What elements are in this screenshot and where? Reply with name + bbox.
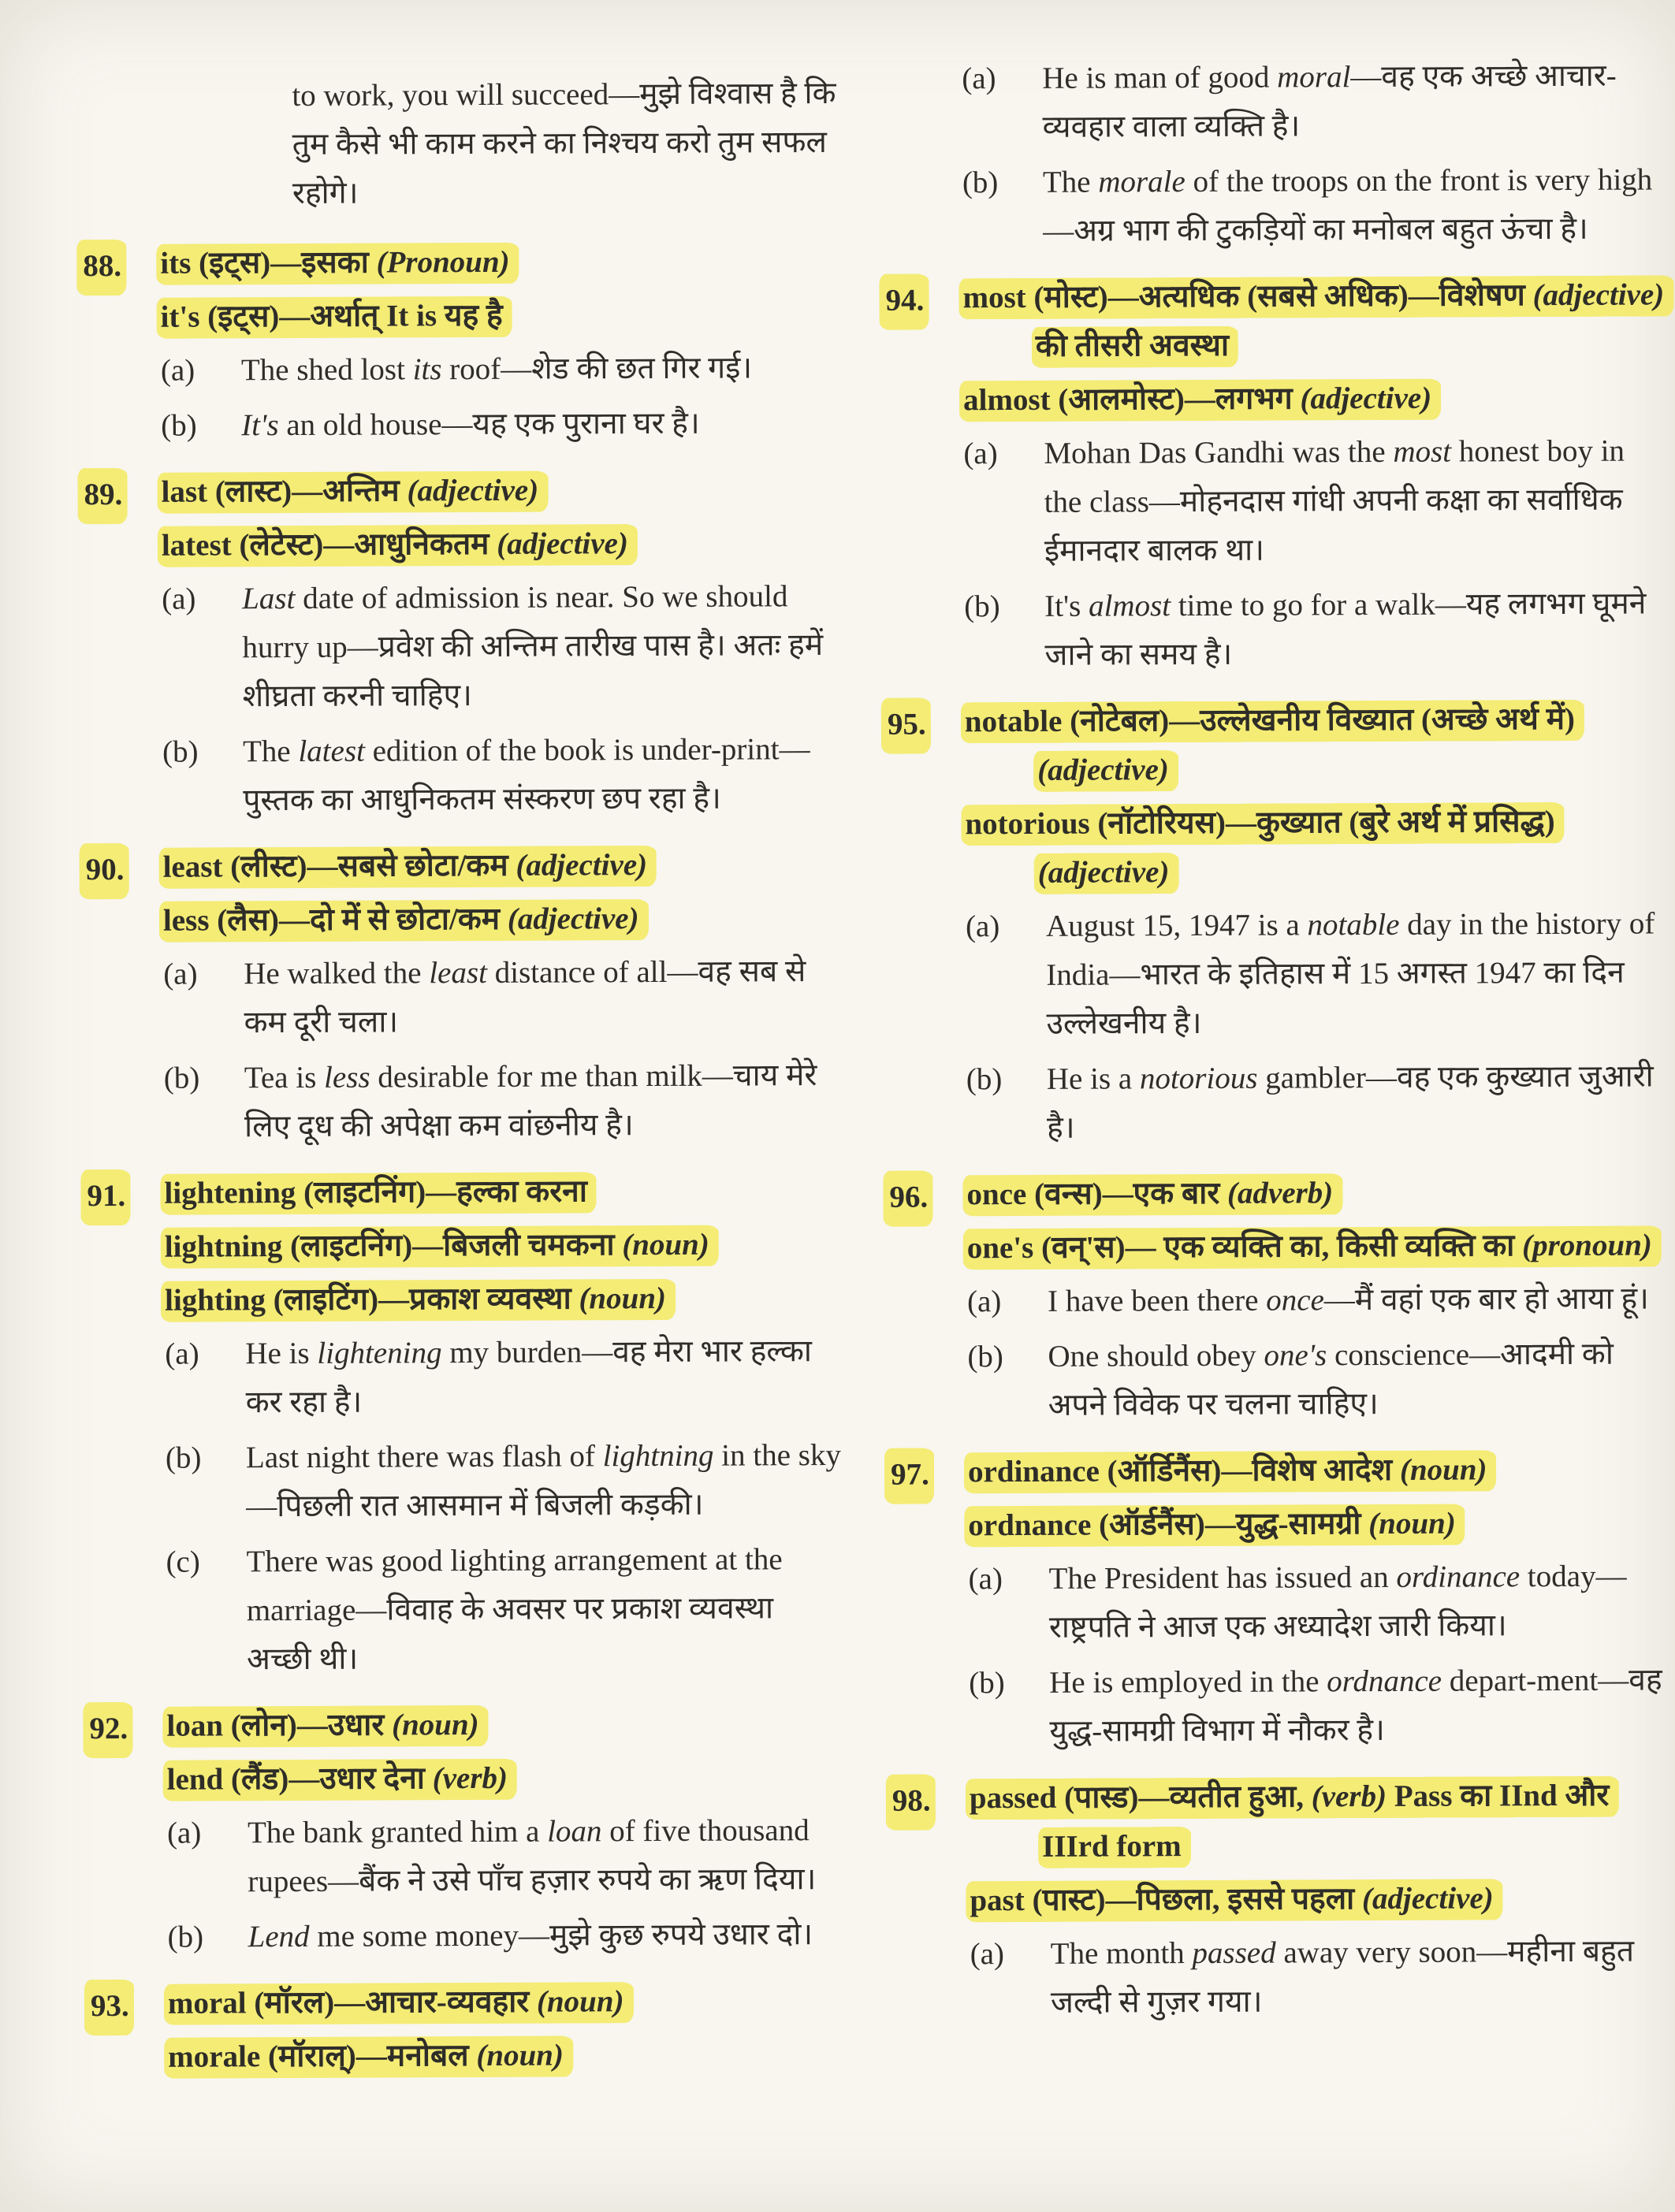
headword-lines — [161, 465, 839, 571]
text-run: day in the history of India—भारत के इतिहास में 15 अगस्त 1947 का दिन उल्लेखनीय है। — [1046, 906, 1655, 1041]
entry-number: 90. — [80, 843, 129, 899]
example-label: (a) — [965, 909, 1000, 944]
headword: lightning — [164, 1229, 283, 1264]
italic-term: one's — [1264, 1338, 1327, 1373]
headword-lines — [164, 1166, 843, 1325]
headword-line — [162, 519, 839, 571]
italic-term: lightning — [602, 1438, 714, 1474]
headword-line — [963, 373, 1666, 425]
headword: last — [161, 474, 208, 509]
entry-body — [968, 1444, 1673, 1757]
headword-lines — [166, 1699, 845, 1805]
headword-line — [165, 1220, 843, 1272]
example-label: (b) — [967, 1340, 1003, 1374]
example-label: (a) — [166, 1816, 202, 1850]
text-run: in the sky—पिछली रात आसमान में बिजली कड़की। — [246, 1437, 842, 1524]
italic-term: (adjective) — [1361, 1881, 1494, 1916]
example — [962, 155, 1666, 256]
text-run: (मोस्ट)—अत्यधिक (सबसे अधिक)—विशेषण — [1025, 278, 1533, 314]
text-run: The month — [1050, 1936, 1193, 1971]
example-list — [970, 1927, 1674, 2028]
headword-line — [161, 465, 839, 517]
italic-term: least — [429, 955, 488, 991]
text-run: (लाइटिंग)—प्रकाश व्यवस्था — [265, 1281, 579, 1318]
headword-line — [967, 1221, 1670, 1273]
text-run: today—राष्ट्रपति ने आज एक अध्यादेश जारी किया। — [1048, 1559, 1627, 1645]
text-run: desirable for me than milk—चाय मेरे लिए दूध की अपेक्षा कम वांछनीय है। — [244, 1058, 817, 1144]
text-run: of five thousand rupees—बैंक ने उसे पाँच हज़ार रुपये का ऋण दिया। — [248, 1813, 817, 1899]
highlight-mark — [157, 471, 548, 514]
example-list — [168, 2084, 846, 2087]
example — [162, 725, 841, 826]
text-run: Tea is — [244, 1060, 325, 1095]
entry — [884, 51, 1666, 256]
example-label: (a) — [963, 437, 998, 471]
headword: moral — [167, 1986, 247, 2021]
example — [161, 344, 839, 396]
entry-number: 95. — [881, 697, 931, 753]
headword-line — [966, 1167, 1669, 1219]
example — [164, 1051, 843, 1152]
text-run: gambler—वह एक कुख्यात जुआरी है। — [1047, 1059, 1654, 1145]
highlight-mark — [158, 524, 638, 567]
text-run: I have been there — [1047, 1283, 1267, 1318]
entry — [889, 1167, 1670, 1430]
headword-line — [163, 894, 841, 946]
text-run: August 15, 1947 is a — [1045, 908, 1308, 943]
example — [963, 426, 1667, 576]
text-run: conscience—आदमी को अपने विवेक पर चलना चाहिए। — [1048, 1336, 1614, 1422]
text-run: (आलमोस्ट)—लगभग — [1050, 381, 1301, 417]
example — [969, 1656, 1673, 1757]
text-run: an old house—यह एक पुराना घर है। — [278, 406, 700, 443]
example-label: (a) — [966, 1284, 1002, 1319]
italic-term: (noun) — [536, 1984, 624, 2019]
example-label: (b) — [165, 1441, 202, 1475]
text-run: —मैं वहां एक बार हो आया हूं। — [1323, 1281, 1650, 1318]
headword: less — [162, 903, 210, 938]
headword-line — [970, 1873, 1673, 1925]
headword-lines — [159, 69, 838, 219]
example — [163, 947, 842, 1048]
text-run: depart-ment—वह युद्ध-सामग्री विभाग में नौकर है। — [1049, 1663, 1662, 1749]
italic-term: (adjective) — [407, 473, 539, 508]
example — [968, 1552, 1672, 1652]
highlight-mark — [161, 1225, 719, 1269]
text-run: —वह एक अच्छे आचार-व्यवहार वाला व्यक्ति है। — [1042, 58, 1617, 144]
italic-term: moral — [1277, 60, 1351, 95]
highlight-mark — [164, 2035, 573, 2078]
continuation-paragraph — [292, 69, 838, 218]
headword: ordinance — [967, 1454, 1100, 1489]
highlight-mark — [961, 700, 1584, 792]
example — [167, 1910, 845, 1962]
example-list — [161, 344, 839, 451]
headword-line — [968, 1444, 1671, 1496]
example-label: (b) — [962, 165, 999, 200]
text-run: (वन्'स)— एक व्यक्ति का, किसी व्यक्ति का — [1033, 1229, 1523, 1265]
highlight-mark — [163, 1759, 517, 1801]
example — [970, 1927, 1674, 2028]
text-run: (मॉरल)—आचार-व्यवहार — [246, 1984, 538, 2021]
highlight-mark — [961, 802, 1564, 894]
italic-term: ordinance — [1396, 1560, 1521, 1594]
text-run: (लोन)—उधार — [222, 1708, 393, 1743]
text-run: (लैस)—दो में से छोटा/कम — [209, 902, 508, 938]
headword: lightening — [164, 1175, 296, 1210]
highlight-mark — [159, 899, 649, 942]
italic-term: (verb) — [432, 1760, 508, 1796]
italic-term: most — [1393, 434, 1452, 469]
text-run: The — [1042, 165, 1099, 199]
headword: least — [162, 849, 223, 884]
entry — [83, 236, 839, 451]
entry — [84, 465, 840, 826]
italic-term: less — [323, 1060, 370, 1095]
headword: once — [966, 1177, 1027, 1212]
right-column — [884, 51, 1673, 2045]
italic-term: notable — [1307, 907, 1400, 942]
text-run: (लेटेस्ट)—आधुनिकतम — [231, 526, 497, 563]
text-run: There was good lighting arrangement at the marriage—विवाह के अवसर पर प्रकाश व्यवस्था अच्छी थी। — [246, 1542, 783, 1677]
italic-term: (noun) — [391, 1707, 479, 1742]
text-run: (इट्स)—इसका — [191, 245, 377, 281]
example-label: (a) — [165, 1336, 199, 1371]
italic-term: (noun) — [476, 2038, 564, 2073]
highlight-mark — [161, 1279, 676, 1322]
text-run: (वन्स)—एक बार — [1026, 1176, 1228, 1211]
entry-body — [962, 51, 1666, 256]
text-run: to work, you will succeed—मुझे विश्वास है कि तुम कैसे भी काम करने का निश्चय करो तुम सफल रहोगे। — [292, 76, 836, 211]
italic-term: (adjective) — [1037, 855, 1170, 890]
text-run: He walked the — [244, 956, 430, 991]
entry — [91, 1976, 847, 2082]
italic-term: It's — [241, 408, 279, 443]
italic-term: passed — [1192, 1935, 1276, 1971]
example-list — [967, 1274, 1671, 1430]
headword-line — [965, 797, 1669, 898]
highlight-mark — [164, 1982, 634, 2025]
highlight-mark — [964, 1504, 1465, 1548]
entry-body — [166, 1699, 845, 1962]
text-run: He is man of good — [1042, 60, 1278, 95]
text-run: (लीस्ट)—सबसे छोटा/कम — [222, 848, 516, 884]
example-label: (b) — [964, 589, 1000, 624]
highlight-mark — [966, 1776, 1619, 1868]
entry-number: 89. — [77, 468, 127, 524]
highlight-mark — [963, 1225, 1662, 1270]
headword: lend — [166, 1762, 224, 1797]
highlight-mark — [156, 243, 519, 285]
entry-number: 94. — [879, 273, 929, 329]
italic-term: ordnance — [1327, 1664, 1442, 1699]
headword-line — [166, 1699, 844, 1751]
example — [962, 51, 1666, 152]
headword: passed — [969, 1780, 1057, 1816]
text-run: It's — [1044, 589, 1089, 623]
italic-term: (noun) — [622, 1227, 709, 1262]
headword: it's — [160, 299, 200, 334]
headword-lines — [970, 1771, 1673, 1925]
headword: one's — [966, 1230, 1034, 1266]
italic-term: (noun) — [579, 1281, 667, 1316]
text-run: (मॉराल्)—मनोबल — [260, 2039, 477, 2074]
italic-term: (adjective) — [497, 526, 629, 561]
headword-line — [965, 694, 1669, 795]
italic-term: (verb) — [1311, 1779, 1387, 1814]
entry — [891, 1444, 1673, 1757]
entry-body — [970, 1771, 1673, 2028]
italic-term: (Pronoun) — [376, 244, 510, 280]
entry — [86, 840, 843, 1152]
entry-body — [161, 465, 840, 826]
example — [966, 1052, 1670, 1153]
example-label: (a) — [163, 957, 198, 991]
text-run: की तीसरी अवस्था — [1035, 328, 1230, 363]
highlight-mark — [964, 1450, 1497, 1493]
text-run: Pass का IInd और IIIrd form — [1042, 1778, 1610, 1864]
headword-line — [962, 270, 1666, 371]
italic-term: Lend — [248, 1919, 310, 1954]
entry-number: 88. — [76, 240, 126, 296]
example-label: (b) — [162, 734, 199, 769]
headword-line — [160, 290, 838, 342]
highlight-mark — [962, 1173, 1342, 1216]
headword-lines — [168, 1976, 847, 2082]
entry-body — [965, 694, 1670, 1153]
example-label: (c) — [166, 1545, 200, 1579]
highlight-mark — [157, 296, 512, 339]
italic-term: (adverb) — [1226, 1176, 1334, 1210]
italic-term: (pronoun) — [1522, 1228, 1652, 1263]
headword: latest — [161, 528, 232, 563]
entry-body — [159, 69, 838, 219]
text-run: honest boy in the class—मोहनदास गांधी अपनी कक्षा का सर्वाधिक ईमानदार बालक था। — [1044, 433, 1625, 568]
entry-number: 93. — [84, 1980, 134, 2035]
example — [967, 1274, 1670, 1326]
headword-line — [167, 1753, 845, 1805]
highlight-mark — [966, 1879, 1503, 1922]
example-list — [162, 572, 840, 826]
italic-term: (noun) — [1399, 1452, 1487, 1487]
entry — [885, 270, 1667, 680]
entry — [82, 69, 838, 219]
italic-term: (adjective) — [507, 902, 639, 936]
italic-term: Last — [242, 581, 296, 616]
highlight-mark — [959, 379, 1441, 422]
example — [166, 1535, 844, 1685]
text-run: The President has issued an — [1048, 1560, 1397, 1596]
text-run: He is — [245, 1336, 318, 1371]
entry-number: 92. — [83, 1702, 132, 1758]
headword-line — [163, 840, 841, 892]
entry — [888, 694, 1670, 1153]
headword-lines — [962, 270, 1666, 425]
example-list — [968, 1552, 1672, 1757]
example — [964, 579, 1668, 680]
highlight-mark — [159, 846, 657, 889]
example-label: (b) — [966, 1062, 1003, 1097]
entry-number: 98. — [886, 1774, 936, 1830]
example-list — [163, 947, 842, 1152]
headword-line — [970, 1771, 1673, 1872]
example — [161, 399, 839, 451]
headword: most — [962, 280, 1026, 315]
italic-term: lightening — [317, 1336, 442, 1370]
headword-lines — [968, 1444, 1672, 1550]
text-run: Last night there was flash of — [245, 1439, 603, 1475]
text-run: (ऑर्डिनैंस)—विशेष आदेश — [1099, 1452, 1400, 1489]
text-run: roof—शेड की छत गिर गई। — [441, 351, 753, 387]
example-label: (b) — [167, 1920, 204, 1954]
text-run: One should obey — [1048, 1338, 1264, 1374]
left-column — [82, 69, 846, 2099]
text-run: me some money—मुझे कुछ रुपये उधार दो। — [309, 1917, 813, 1954]
example-label: (b) — [161, 408, 197, 443]
italic-term: (adjective) — [1300, 381, 1432, 416]
headword: lighting — [164, 1283, 266, 1318]
italic-term: morale — [1098, 165, 1186, 199]
headword-lines — [163, 840, 842, 946]
text-run: (पास्ट)—पिछला, इससे पहला — [1024, 1882, 1363, 1917]
highlight-mark — [160, 1172, 597, 1214]
text-run: He is a — [1046, 1061, 1141, 1096]
example-list — [962, 51, 1666, 256]
entry — [89, 1699, 845, 1962]
entry-body — [966, 1167, 1670, 1430]
entry-number: 91. — [80, 1169, 130, 1225]
example-label: (b) — [163, 1061, 200, 1095]
entry-number: 97. — [884, 1448, 934, 1504]
example — [967, 1329, 1671, 1430]
entry-body — [168, 1976, 847, 2082]
example-label: (a) — [962, 61, 996, 96]
text-run: The — [242, 734, 299, 769]
headword: almost — [962, 382, 1051, 418]
example — [165, 1327, 843, 1428]
text-run: away very soon—महीना बहुत जल्दी से गुज़र गया। — [1050, 1934, 1635, 2020]
text-run: The bank granted him a — [247, 1814, 548, 1850]
text-run: (लैंड)—उधार देना — [223, 1761, 433, 1797]
headword: ordnance — [968, 1508, 1092, 1543]
italic-term: latest — [298, 734, 366, 768]
example-list — [167, 1806, 846, 1962]
highlight-mark — [958, 275, 1673, 368]
italic-term: loan — [547, 1814, 602, 1849]
italic-term: (adjective) — [1532, 277, 1665, 313]
entry — [892, 1771, 1673, 2028]
example-label: (a) — [970, 1937, 1005, 1972]
headword: past — [970, 1883, 1025, 1918]
example — [167, 1806, 846, 1907]
example — [966, 899, 1669, 1049]
italic-term: (adjective) — [1037, 753, 1169, 787]
example-label: (a) — [160, 353, 195, 388]
text-run: distance of all—वह सब से कम दूरी चला। — [244, 954, 806, 1040]
headword: notable — [964, 704, 1063, 739]
example-list — [165, 1327, 844, 1685]
entry — [87, 1166, 844, 1685]
text-run: (लाइटनिंग)—हल्का करना — [296, 1174, 587, 1210]
headword-line — [168, 2030, 846, 2082]
example — [166, 1431, 844, 1532]
text-run: (लाइटनिंग)—बिजली चमकना — [282, 1228, 623, 1264]
text-run: edition of the book is under-print—पुस्तक का आधुनिकतम संस्करण छप रहा है। — [243, 732, 810, 818]
example-list — [963, 426, 1667, 680]
example-label: (a) — [968, 1562, 1003, 1597]
headword-lines — [965, 694, 1669, 898]
entry-number: 96. — [883, 1170, 932, 1226]
text-run: Mohan Das Gandhi was the — [1044, 434, 1394, 470]
text-run: time to go for a walk—यह लगभग घूमने जाने का समय है। — [1044, 586, 1647, 672]
italic-term: once — [1266, 1283, 1324, 1318]
italic-term: almost — [1088, 589, 1171, 623]
highlight-mark — [162, 1705, 488, 1748]
headword-line — [968, 1498, 1671, 1550]
headword: loan — [166, 1708, 224, 1743]
headword: notorious — [965, 806, 1090, 842]
entry-body — [962, 270, 1667, 680]
headword-lines — [966, 1167, 1670, 1273]
italic-term: (adjective) — [516, 848, 648, 883]
entry-body — [163, 840, 843, 1152]
example-list — [966, 899, 1669, 1153]
headword-lines — [160, 236, 839, 342]
headword-line — [164, 1166, 842, 1218]
text-run: date of admission is near. So we should hurry up—प्रवेश की अन्तिम तारीख पास है। अतः हमें शीघ्रता करनी चाहिए। — [242, 579, 824, 714]
example-label: (b) — [969, 1666, 1005, 1701]
italic-term: (noun) — [1368, 1506, 1456, 1541]
text-run: of the troops on the front is very high—अग्र भाग की टुकड़ियों का मनोबल बहुत ऊंचा है। — [1043, 162, 1653, 248]
text-run: my burden—वह मेरा भार हल्का कर रहा है। — [245, 1334, 813, 1420]
headword: its — [160, 246, 192, 281]
headword: morale — [168, 2039, 261, 2074]
example-label: (a) — [162, 582, 196, 616]
text-run: (नॉटोरियस)—कुख्यात (बुरे अर्थ में प्रसिद्ध) — [1089, 805, 1555, 841]
example — [162, 572, 840, 722]
text-run: (इट्स)—अर्थात् It is यह है — [199, 298, 503, 334]
text-run: He is employed in the — [1049, 1664, 1327, 1700]
text-run: (ऑर्डनैंस)—युद्ध-सामग्री — [1091, 1507, 1369, 1542]
entry-body — [160, 236, 839, 451]
text-run: (लास्ट)—अन्तिम — [207, 474, 408, 509]
headword-line — [160, 236, 838, 288]
italic-term: its — [412, 352, 442, 387]
text-run: (पास्ड)—व्यतीत हुआ, — [1056, 1779, 1312, 1815]
italic-term: notorious — [1139, 1061, 1258, 1096]
text-run: (नोटेबल)—उल्लेखनीय विख्यात (अच्छे अर्थ में) — [1062, 701, 1576, 738]
entry-body — [164, 1166, 844, 1685]
headword-line — [168, 1976, 846, 2028]
text-run: The shed lost — [240, 352, 413, 388]
headword-line — [165, 1273, 843, 1325]
